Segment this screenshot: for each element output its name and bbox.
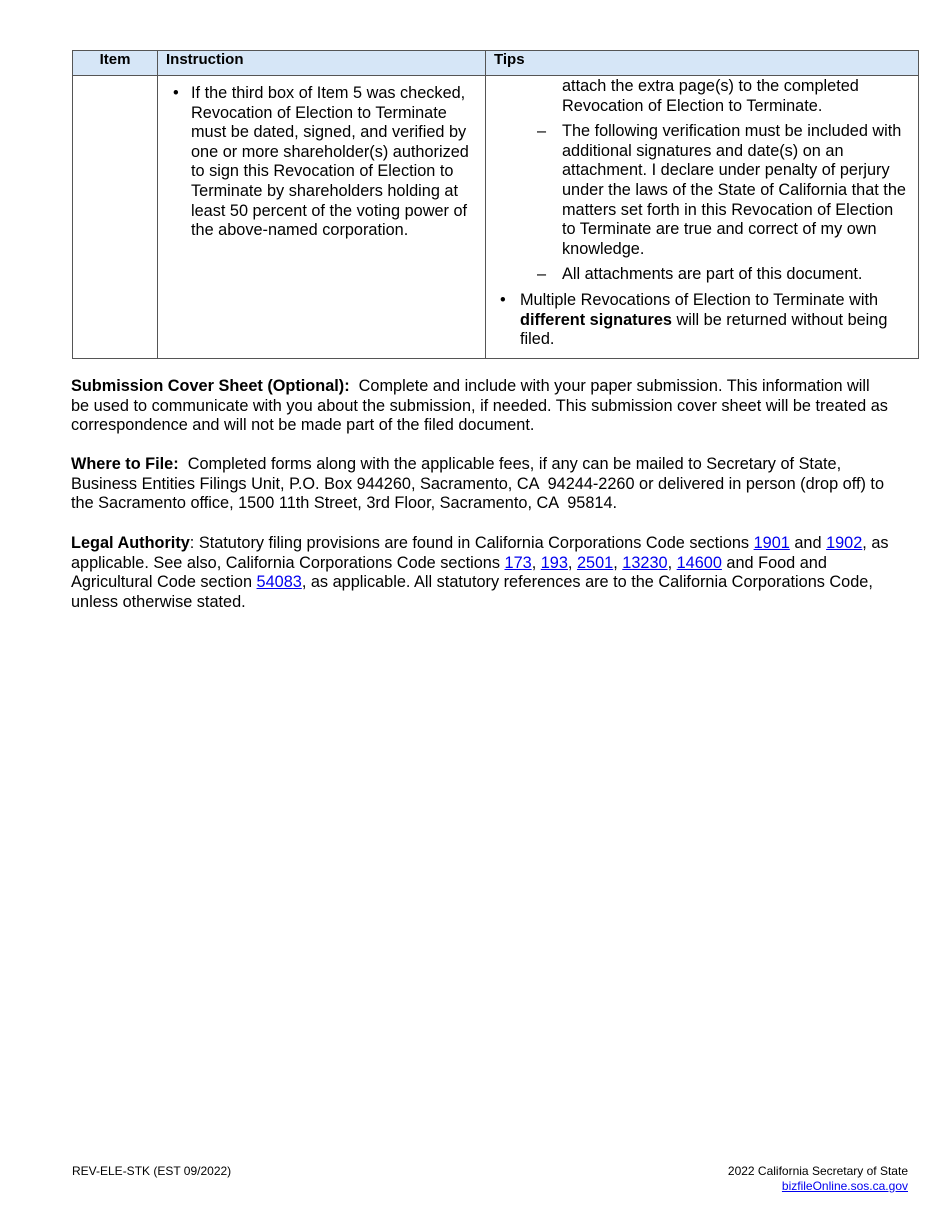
link-1901[interactable]: 1901	[753, 534, 790, 552]
footer-right	[728, 1164, 908, 1194]
legal-text: and Food and Agricultural Code section	[71, 553, 827, 592]
copyright-text: 2022 California Secretary of State	[727, 1164, 908, 1178]
bullet-icon: •	[500, 290, 506, 309]
item-cell	[73, 76, 158, 359]
table-row	[73, 76, 919, 359]
instruction-text: If the third box of Item 5 was checked, Revocation of Election to Terminate must be dated, signed, and verified by one or more shareholder(s) authorized to sign this Revocation of Election to Terminate by shareholders holding at least 50 percent of the voting power of the above-named corporation.	[191, 84, 469, 240]
bullet-icon: •	[173, 84, 179, 102]
tips-bullet-text-pre: Multiple Revocations of Election to Terminate with	[520, 290, 879, 309]
dash-icon: –	[537, 265, 547, 284]
tips-dash-item	[494, 122, 910, 259]
form-id: REV-ELE-STK (EST 09/2022)	[72, 1164, 232, 1178]
link-193[interactable]: 193	[540, 553, 568, 572]
header-instruction: Instruction	[158, 51, 486, 76]
link-1902[interactable]: 1902	[826, 534, 863, 552]
legal-sep: ,	[531, 553, 541, 572]
legal-text: and	[789, 534, 827, 552]
link-13230[interactable]: 13230	[622, 553, 668, 572]
header-tips: Tips	[486, 51, 919, 76]
header-item: Item	[73, 51, 158, 76]
legal-text: , as applicable. See also, California Corporations Code sections	[71, 534, 889, 572]
tips-dash-text: All attachments are part of this document.	[562, 265, 863, 284]
tips-cell	[486, 76, 919, 359]
legal-text: , as applicable. All statutory references are to the California Corporations Code, unless otherwise stated.	[71, 573, 873, 611]
submission-label: Submission Cover Sheet (Optional):	[71, 377, 350, 395]
submission-cover-sheet-paragraph	[71, 377, 891, 436]
link-2501[interactable]: 2501	[576, 553, 614, 572]
legal-text: : Statutory filing provisions are found in California Corporations Code sections	[189, 534, 754, 552]
legal-sep: ,	[613, 553, 623, 572]
legal-label: Legal Authority	[71, 534, 190, 552]
dash-icon: –	[537, 122, 547, 141]
instructions-table	[72, 50, 919, 359]
legal-authority-paragraph	[71, 534, 891, 612]
legal-sep: ,	[667, 553, 677, 572]
tips-bullet-item	[494, 291, 910, 350]
where-to-file-paragraph	[71, 455, 891, 514]
where-text: Completed forms along with the applicable fees, if any can be mailed to Secretary of State, Business Entities Filings Unit, P.O. Box 944260, Sacramento, CA 94244-2260 or delivered in person (drop off) to the Sacramento office, 1500 11th Street, 3rd Floor, Sacramento, CA 95814.	[71, 455, 889, 513]
legal-sep: ,	[567, 553, 577, 572]
tips-bullet-bold: different signatures	[520, 310, 672, 329]
instruction-bullet	[166, 84, 477, 241]
table-header-row	[73, 51, 919, 76]
website-link[interactable]: bizfileOnline.sos.ca.gov	[781, 1179, 908, 1193]
instruction-cell	[158, 76, 486, 359]
link-173[interactable]: 173	[504, 553, 532, 572]
where-label: Where to File:	[71, 455, 179, 473]
tips-bullet-text-post: will be returned without being filed.	[520, 310, 888, 349]
tips-continuation: attach the extra page(s) to the completed Revocation of Election to Terminate.	[562, 77, 859, 115]
submission-text: Complete and include with your paper submission. This information will be used to communicate with you about the submission, if needed. This submission cover sheet will be treated as correspondence and will not be made part of the filed document.	[71, 377, 893, 435]
link-14600[interactable]: 14600	[676, 553, 722, 572]
tips-dash-text: The following verification must be included with additional signatures and date(s) on an attachment. I declare under penalty of perjury under the laws of the State of California that the matters set forth in this Revocation of Election to Terminate are true and correct of my own knowledge.	[562, 122, 906, 258]
link-54083[interactable]: 54083	[256, 573, 302, 592]
tips-dash-item	[494, 265, 910, 285]
